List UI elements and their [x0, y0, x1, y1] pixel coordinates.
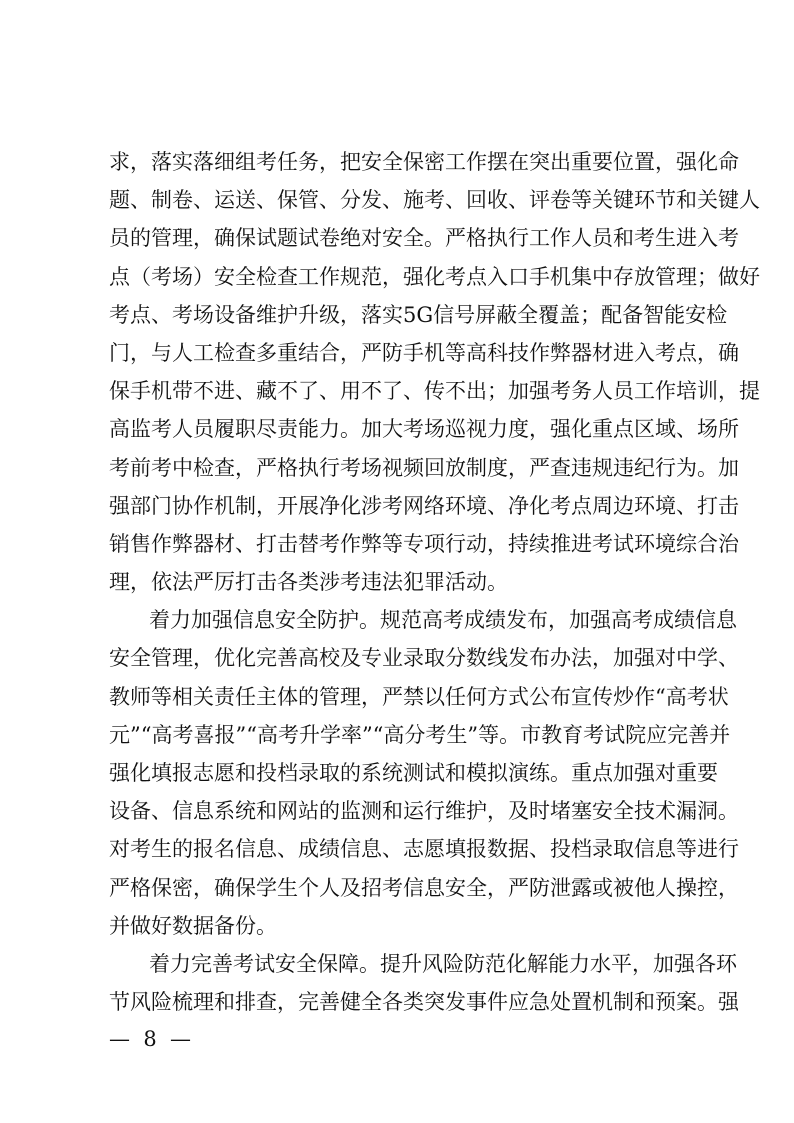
text-line: 保手机带不进、藏不了、用不了、传不出；加强考务人员工作培训，提 [109, 379, 760, 404]
text-line: 员的管理，确保试题试卷绝对安全。严格执行工作人员和考生进入考 [109, 226, 739, 251]
text-line: 求，落实落细组考任务，把安全保密工作摆在突出重要位置，强化命 [109, 150, 739, 174]
text-line: 教师等相关责任主体的管理，严禁以任何方式公布宣传炒作“高考状 [109, 684, 729, 709]
paragraph-heading-line: 着力加强信息安全防护。规范高考成绩发布，加强高考成绩信息 [149, 608, 737, 633]
body-text [109, 143, 760, 1021]
paragraph-heading-line: 着力完善考试安全保障。提升风险防范化解能力水平，加强各环 [149, 951, 737, 976]
text-line: 题、制卷、运送、保管、分发、施考、回收、评卷等关键环节和关键人 [109, 188, 760, 213]
text-line: 理，依法严厉打击各类涉考违法犯罪活动。 [109, 570, 508, 595]
text-line: 元”“高考喜报”“高考升学率”“高分考生”等。市教育考试院应完善并 [109, 722, 731, 747]
text-line: 点（考场）安全检查工作规范，强化考点入口手机集中存放管理；做好 [109, 264, 760, 289]
text-line: 高监考人员履职尽责能力。加大考场巡视力度，强化重点区域、场所 [109, 417, 739, 442]
text-line: 考前考中检查，严格执行考场视频回放制度，严查违规违纪行为。加 [109, 455, 739, 480]
text-line: 门，与人工检查多重结合，严防手机等高科技作弊器材进入考点，确 [109, 340, 739, 365]
text-line: 对考生的报名信息、成绩信息、志愿填报数据、投档录取信息等进行 [109, 837, 739, 862]
text-line: 并做好数据备份。 [109, 913, 277, 938]
text-line: 销售作弊器材、打击替考作弊等专项行动，持续推进考试环境综合治 [109, 531, 739, 556]
text-line: 设备、信息系统和网站的监测和运行维护，及时堵塞安全技术漏洞。 [109, 799, 739, 824]
text-line: 严格保密，确保学生个人及招考信息安全，严防泄露或被他人操控， [109, 875, 739, 900]
text-line: 强部门协作机制，开展净化涉考网络环境、净化考点周边环境、打击 [109, 493, 739, 518]
text-line: 节风险梳理和排查，完善健全各类突发事件应急处置机制和预案。强 [109, 990, 739, 1015]
page-number: — 8 — [109, 1027, 192, 1051]
text-line: 考点、考场设备维护升级，落实5G信号屏蔽全覆盖；配备智能安检 [109, 302, 728, 327]
text-line: 强化填报志愿和投档录取的系统测试和模拟演练。重点加强对重要 [109, 761, 718, 785]
text-line: 安全管理，优化完善高校及专业录取分数线发布办法，加强对中学、 [109, 646, 739, 671]
